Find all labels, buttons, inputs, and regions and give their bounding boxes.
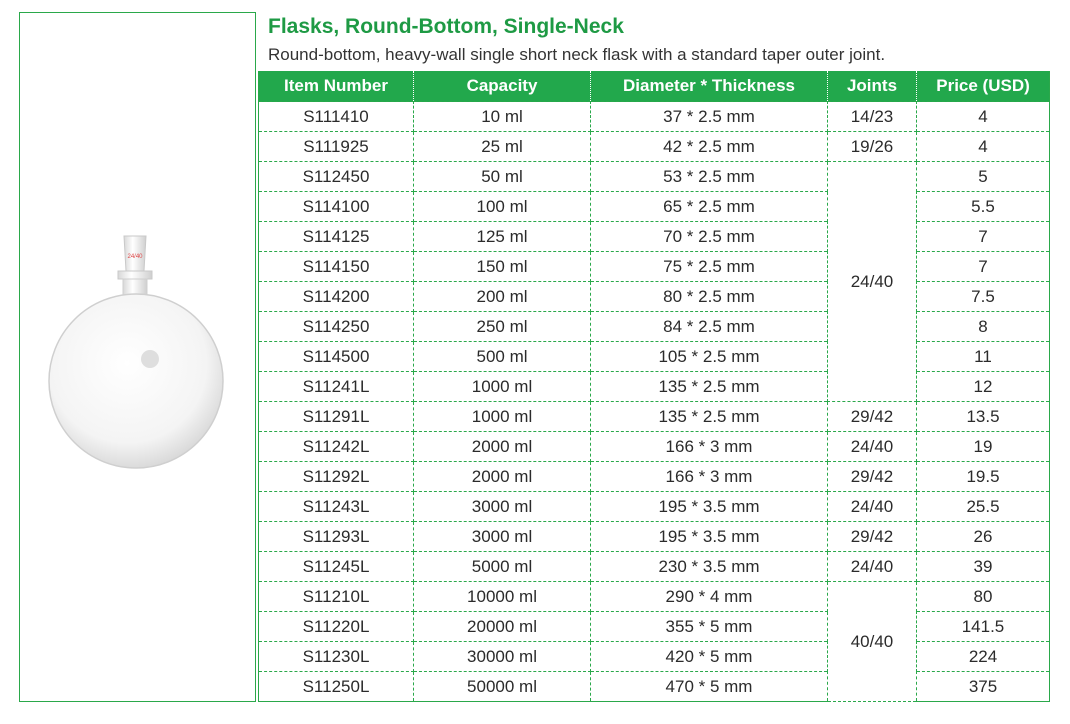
cell-price: 39	[917, 552, 1050, 582]
cell-capacity: 125 ml	[414, 222, 591, 252]
cell-diameter-thickness: 135 * 2.5 mm	[591, 402, 828, 432]
cell-price: 26	[917, 522, 1050, 552]
cell-capacity: 500 ml	[414, 342, 591, 372]
cell-capacity: 1000 ml	[414, 372, 591, 402]
round-bottom-flask-icon	[20, 13, 255, 701]
cell-price: 375	[917, 672, 1050, 702]
cell-price: 224	[917, 642, 1050, 672]
cell-capacity: 25 ml	[414, 132, 591, 162]
table-row	[259, 342, 1050, 372]
table-row	[259, 312, 1050, 342]
cell-capacity: 5000 ml	[414, 552, 591, 582]
cell-capacity: 2000 ml	[414, 432, 591, 462]
cell-item-number: S11243L	[259, 492, 414, 522]
cell-capacity: 150 ml	[414, 252, 591, 282]
table-row	[259, 642, 1050, 672]
product-image-panel	[19, 12, 256, 702]
cell-joints: 40/40	[828, 582, 917, 702]
cell-price: 141.5	[917, 612, 1050, 642]
cell-capacity: 10000 ml	[414, 582, 591, 612]
table-row	[259, 372, 1050, 402]
cell-price: 4	[917, 102, 1050, 132]
page-title: Flasks, Round-Bottom, Single-Neck	[268, 15, 624, 38]
cell-diameter-thickness: 166 * 3 mm	[591, 432, 828, 462]
cell-capacity: 30000 ml	[414, 642, 591, 672]
cell-joints: 24/40	[828, 552, 917, 582]
cell-joints: 24/40	[828, 492, 917, 522]
cell-joints: 14/23	[828, 102, 917, 132]
cell-diameter-thickness: 355 * 5 mm	[591, 612, 828, 642]
cell-capacity: 200 ml	[414, 282, 591, 312]
cell-diameter-thickness: 135 * 2.5 mm	[591, 372, 828, 402]
cell-item-number: S11241L	[259, 372, 414, 402]
cell-item-number: S11245L	[259, 552, 414, 582]
cell-capacity: 1000 ml	[414, 402, 591, 432]
table-row	[259, 672, 1050, 702]
cell-diameter-thickness: 80 * 2.5 mm	[591, 282, 828, 312]
table-row	[259, 102, 1050, 132]
cell-capacity: 3000 ml	[414, 522, 591, 552]
cell-item-number: S11230L	[259, 642, 414, 672]
cell-diameter-thickness: 420 * 5 mm	[591, 642, 828, 672]
cell-capacity: 100 ml	[414, 192, 591, 222]
cell-item-number: S11293L	[259, 522, 414, 552]
table-row	[259, 252, 1050, 282]
column-header-diameter-thickness: Diameter * Thickness	[591, 71, 828, 102]
table-row	[259, 222, 1050, 252]
cell-price: 7	[917, 252, 1050, 282]
cell-diameter-thickness: 470 * 5 mm	[591, 672, 828, 702]
cell-joints: 29/42	[828, 462, 917, 492]
cell-capacity: 2000 ml	[414, 462, 591, 492]
cell-joints: 29/42	[828, 402, 917, 432]
table-row	[259, 132, 1050, 162]
cell-item-number: S11220L	[259, 612, 414, 642]
cell-diameter-thickness: 230 * 3.5 mm	[591, 552, 828, 582]
cell-price: 5	[917, 162, 1050, 192]
table-row	[259, 522, 1050, 552]
table-row	[259, 432, 1050, 462]
cell-capacity: 3000 ml	[414, 492, 591, 522]
cell-item-number: S114250	[259, 312, 414, 342]
cell-price: 4	[917, 132, 1050, 162]
column-header-item-number: Item Number	[259, 71, 414, 102]
column-header-capacity: Capacity	[414, 71, 591, 102]
cell-diameter-thickness: 53 * 2.5 mm	[591, 162, 828, 192]
cell-diameter-thickness: 290 * 4 mm	[591, 582, 828, 612]
cell-diameter-thickness: 37 * 2.5 mm	[591, 102, 828, 132]
product-table-container	[258, 71, 1049, 702]
cell-item-number: S112450	[259, 162, 414, 192]
table-row	[259, 402, 1050, 432]
table-body	[259, 102, 1050, 702]
cell-price: 7.5	[917, 282, 1050, 312]
cell-diameter-thickness: 195 * 3.5 mm	[591, 492, 828, 522]
cell-item-number: S11242L	[259, 432, 414, 462]
cell-price: 12	[917, 372, 1050, 402]
cell-item-number: S114100	[259, 192, 414, 222]
cell-diameter-thickness: 84 * 2.5 mm	[591, 312, 828, 342]
neck-joint-mark: 24/40	[127, 254, 143, 260]
cell-item-number: S11250L	[259, 672, 414, 702]
cell-joints: 24/40	[828, 162, 917, 402]
page-subtitle: Round-bottom, heavy-wall single short neck flask with a standard taper outer joint.	[268, 45, 886, 64]
table-row	[259, 162, 1050, 192]
column-header-price: Price (USD)	[917, 71, 1050, 102]
table-row	[259, 612, 1050, 642]
cell-price: 19.5	[917, 462, 1050, 492]
table-row	[259, 552, 1050, 582]
cell-price: 8	[917, 312, 1050, 342]
column-header-joints: Joints	[828, 71, 917, 102]
cell-capacity: 50000 ml	[414, 672, 591, 702]
cell-capacity: 20000 ml	[414, 612, 591, 642]
table-row	[259, 492, 1050, 522]
cell-price: 25.5	[917, 492, 1050, 522]
cell-item-number: S111410	[259, 102, 414, 132]
cell-diameter-thickness: 75 * 2.5 mm	[591, 252, 828, 282]
cell-capacity: 250 ml	[414, 312, 591, 342]
cell-joints: 19/26	[828, 132, 917, 162]
table-row	[259, 282, 1050, 312]
product-table	[258, 71, 1050, 702]
cell-price: 80	[917, 582, 1050, 612]
cell-diameter-thickness: 166 * 3 mm	[591, 462, 828, 492]
cell-diameter-thickness: 42 * 2.5 mm	[591, 132, 828, 162]
cell-diameter-thickness: 195 * 3.5 mm	[591, 522, 828, 552]
table-header-row	[259, 71, 1050, 102]
table-row	[259, 462, 1050, 492]
cell-item-number: S114500	[259, 342, 414, 372]
cell-item-number: S11292L	[259, 462, 414, 492]
cell-price: 7	[917, 222, 1050, 252]
cell-capacity: 50 ml	[414, 162, 591, 192]
cell-price: 5.5	[917, 192, 1050, 222]
cell-item-number: S11210L	[259, 582, 414, 612]
cell-item-number: S114125	[259, 222, 414, 252]
cell-capacity: 10 ml	[414, 102, 591, 132]
cell-diameter-thickness: 65 * 2.5 mm	[591, 192, 828, 222]
cell-item-number: S114200	[259, 282, 414, 312]
cell-diameter-thickness: 70 * 2.5 mm	[591, 222, 828, 252]
cell-joints: 29/42	[828, 522, 917, 552]
cell-joints: 24/40	[828, 432, 917, 462]
cell-price: 11	[917, 342, 1050, 372]
cell-price: 13.5	[917, 402, 1050, 432]
table-row	[259, 192, 1050, 222]
cell-item-number: S114150	[259, 252, 414, 282]
cell-diameter-thickness: 105 * 2.5 mm	[591, 342, 828, 372]
cell-item-number: S11291L	[259, 402, 414, 432]
cell-price: 19	[917, 432, 1050, 462]
table-row	[259, 582, 1050, 612]
cell-item-number: S111925	[259, 132, 414, 162]
